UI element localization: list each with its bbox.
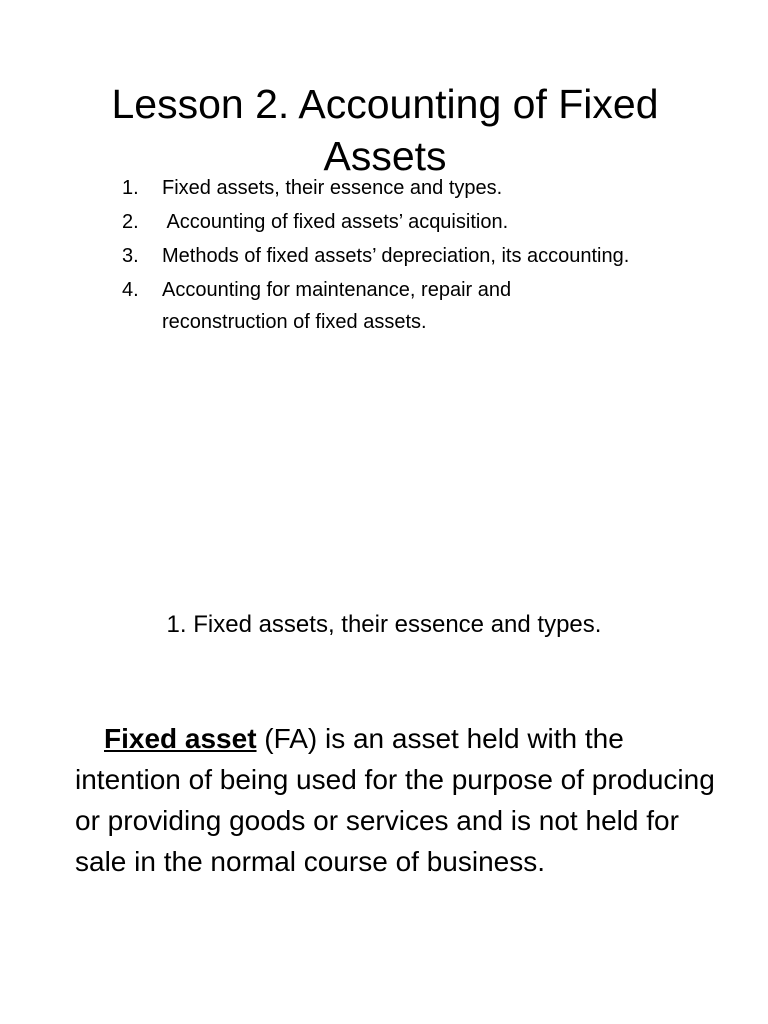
list-item-number: 2. <box>122 211 139 233</box>
list-item <box>120 274 640 338</box>
list-item-number: 4. <box>122 279 139 301</box>
definition-paragraph <box>75 718 715 882</box>
defined-term: Fixed asset <box>104 723 257 754</box>
list-item <box>120 206 640 238</box>
list-item-number: 3. <box>122 245 139 267</box>
lesson-outline-list <box>120 172 640 340</box>
section-heading: 1. Fixed assets, their essence and types. <box>166 611 602 638</box>
definition-text: (FA) is an asset held with the intention of being used for the purpose of producing or providing goods or services and is not held for sale in the normal course of business. <box>75 723 715 877</box>
list-item-number: 1. <box>122 177 139 199</box>
page-title: Lesson 2. Accounting of Fixed Assets <box>111 81 659 179</box>
list-item-text: Fixed assets, their essence and types. <box>162 177 503 199</box>
list-item <box>120 172 640 204</box>
list-item-text: Accounting for maintenance, repair and reconstruction of fixed assets. <box>162 279 512 333</box>
list-item-text: Methods of fixed assets’ depreciation, its accounting. <box>162 245 630 267</box>
list-item-text: Accounting of fixed assets’ acquisition. <box>162 211 509 233</box>
list-item <box>120 240 640 272</box>
